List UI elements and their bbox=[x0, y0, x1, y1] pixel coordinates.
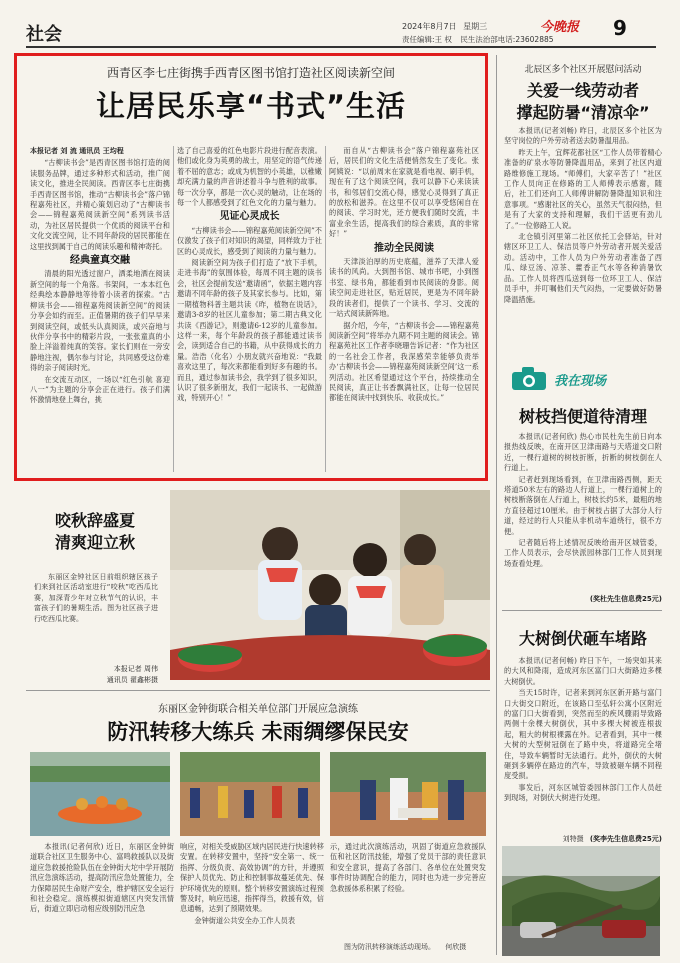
section-rule bbox=[26, 690, 490, 691]
lead-c2-p2: “古柳读书会——锦程嘉苑阅读新空间”不仅激发了孩子们对知识的渴望，同样致力于社区的心灵成长，感受到了阅读的力量与魅力。 bbox=[177, 225, 322, 256]
drill-c2: 响应，对相关受威胁区域内居民进行快速转移安置。在转移安置中，坚持“安全第一、统一指挥、分级负责、高效协调”的方针，并遵照保护人员优先、防止和控制事故蔓延优先、保护环境优先的原则。整个转移安置演练过程预警及时，响应迅速，指挥得当，救援有效，信息通畅，达到了预期效果。 bbox=[180, 842, 324, 914]
drill-column-2 bbox=[180, 842, 324, 954]
right1-title-2: 撑起防暑“清凉伞” bbox=[516, 103, 650, 122]
right3-body bbox=[504, 656, 662, 832]
right2-p3: 记者随后将上述情况反映给南开区城管委，工作人员表示，会尽快派园林部门工作人员到现场查看处理。 bbox=[504, 538, 662, 568]
lead-c3-p2: 天津淡泊厚的历史底蕴，滋养了天津人爱读书的风尚。大到图书馆、城市书吧，小到图书室、绿书角，都能看到市民阅读的身影。阅读空间走进社区，贴近居民，更是为不同年龄段的读者们，提供了一个读书、学习、交流的一站式阅读新阵地。 bbox=[329, 257, 479, 319]
drill-c3: 示，通过此次演练活动，巩固了街道应急救援队伍和社区防汛技能，增强了党员干部的责任意识和安全意识，提高了各部门、各单位在处置突发事件时协调配合的能力，同时也为进一步完善应急救援体系积累了经验。 bbox=[330, 842, 486, 893]
date-text: 2024年8月7日 bbox=[402, 22, 457, 31]
lead-subhead-3: 推动全民阅读 bbox=[374, 242, 434, 254]
drill-caption-line bbox=[330, 942, 486, 952]
drill-column-1 bbox=[30, 842, 174, 954]
section-rule bbox=[502, 610, 662, 611]
right3-p2: 当天15时许，记者来到河东区新开路与富门口大街交口附近，在该路口至弘轩公寓小区附近的富门口大街看到，突然而至的疾风骤雨导致路两侧十余棵大树倒伏，其中多棵大树被连根拔起，粗大的树根裸露在外。记者看到，其中一棵大树的大型树冠倒在了路中央，将道路完全堵住，导致车辆暂时无法通行。此外，倒伏的大树砸到多辆停在路边的汽车，导致被砸车辆不同程度受损。 bbox=[504, 688, 662, 781]
right1-p1: 本报讯(记者刘畅) 昨日，北辰区多个社区为坚守岗位的户外劳动者送去防暑温用品。 bbox=[504, 126, 662, 146]
drill-photo-3 bbox=[330, 752, 486, 836]
camera-icon bbox=[510, 364, 550, 392]
lead-c1-p3: 在交流互动区，一场以“红色引航 喜迎八一”为主题的分享会正在进行。孩子们满怀激情地登上舞台，挑 bbox=[30, 374, 170, 405]
page-number: 9 bbox=[613, 16, 627, 40]
lead-subhead-1: 经典童真交融 bbox=[70, 255, 130, 267]
right3-photo-credit: 刘特摄 bbox=[562, 835, 584, 843]
drill-kicker: 东丽区金钟街联合相关单位部门开展应急演练 bbox=[158, 704, 358, 715]
right2-p2: 记者赶到现场看到，在卫津南路西侧，距天塔道50米左右的路边人行道上，一棵行道树上的树枝断落倒在人行道上，树枝长约5米，最粗的地方直径超过10厘米。由于树枝占据了大部分人行道，经过的行人只能从非机动车道绕行，很不方便。 bbox=[504, 474, 662, 536]
right2-p1: 本报讯(记者何欣) 热心市民杜先生前日向本报热线反映，在南开区卫津南路与天塔道交口附近，一棵行道树的树枝折断，折断的树枝倒在人行道上。 bbox=[504, 432, 662, 473]
drill-photo-1 bbox=[30, 752, 170, 836]
drill-c2-end: 金钟街道公共安全办工作人员表 bbox=[194, 915, 296, 925]
lead-title: 让居民乐享“书式”生活 bbox=[95, 89, 407, 123]
right1-kicker: 北辰区多个社区开展慰问活动 bbox=[524, 65, 642, 75]
melon-title-2: 清爽迎立秋 bbox=[54, 533, 135, 552]
masthead-date bbox=[402, 21, 487, 32]
melon-credit-2: 通讯员 翟鑫彬摄 bbox=[106, 676, 158, 684]
right3-p1: 本报讯(记者何畅) 昨日下午，一场突如其来的大风和降雨，造成河东区富门口大街路边多棵大树倒伏。 bbox=[504, 656, 662, 686]
right3-credit: (奖李先生信息费25元) bbox=[589, 835, 662, 843]
lead-kicker: 西青区李七庄街携手西青区图书馆打造社区阅读新空间 bbox=[106, 66, 395, 80]
right2-credit: (奖杜先生信息费25元) bbox=[589, 595, 662, 603]
right1-title-1: 关爱一线劳动者 bbox=[526, 81, 639, 100]
watermelon-contest-photo bbox=[170, 490, 490, 680]
lead-column-2 bbox=[177, 146, 322, 474]
fallen-tree-photo bbox=[502, 846, 660, 956]
drill-c1: 本报讯(记者何欣) 近日，东丽区金钟街道联合社区卫生服务中心、富鸣救援队以及街道应急救援抢险队伍在金钟街大坨中学开展防汛应急演练活动，提高防汛应急处置能力，全力保障居民生命财产安全，维护辖区安全运行和社会稳定。演练模拟街道辖区内突发汛情后，街道立即启动相应级别防汛应急 bbox=[30, 842, 174, 914]
lead-c1-p1: “古柳读书会”是西青区图书馆打造的阅读服务品牌，通过多种形式和活动，推广阅读文化，推进全民阅读。西青区李七庄街携手西青区图书馆，推动“古柳读书会”落户锦程嘉苑社区，并精心策划启动了“古柳读书会——锦程嘉苑阅读新空间”系列读书活动，为社区居民提供一个优质的阅读平台和文化交流空间，让不同年龄段的居民都能在这里找到属于自己的阅读乐趣和精神寄托。 bbox=[30, 158, 170, 251]
hotline-text: 民生法治部电话:23602885 bbox=[460, 35, 554, 44]
lead-c2-p3: 阅读新空间为孩子们打造了“放下手机，走进书海”的氛围体验，每周不同主题的读书会，社区会提前发送“邀请函”，依据主题内容邀请不同年龄的孩子及其家长参与。比如，第一期植物科普主题共读《昨，植物在说话》，邀请3-8岁的社区儿童参加；第二期古典文化共读《西游记》，则邀请6-12岁的儿童参加。这样一来，每个年龄段的孩子都能通过读书会，读到适合自己的书籍，从中获得成长的力量。浩浩（化名）小朋友就兴奋地说：“我最喜欢这里了，每次来都能看到好多有趣的书。而且，通过参加读书会，我学到了很多知识，认识了很多新朋友，我们一起读书、一起做游戏，特别开心！” bbox=[177, 258, 322, 403]
lead-c2-p1: 选了自己喜爱的红色电影片段进行配音表演。他们或化身为英勇的战士，用坚定的语气传递着不屈的意志；或成为机智的小英雄，以稚嫩却充满力量的声音讲述着斗争与胜利的故事。每一次分享，都是一次心灵的触动，让在场的每一个人都感受到了红色文化的力量与魅力。 bbox=[177, 146, 322, 208]
editor-text: 责任编辑:王 权 bbox=[402, 35, 452, 44]
melon-caption: 东丽区金钟社区日前组织辖区孩子们来到社区活动室进行“咬秋”吃西瓜比赛，加深青少年对立秋节气的认识，丰富孩子们的暑期生活。图为社区孩子进行吃西瓜比赛。 bbox=[34, 573, 158, 623]
drill-column-3 bbox=[330, 842, 486, 938]
masthead-editors bbox=[402, 34, 554, 45]
column-rule bbox=[325, 146, 326, 472]
drill-caption: 图为防汛转移演练活动现场。 bbox=[344, 943, 435, 951]
column-rule bbox=[173, 146, 174, 472]
lead-c1-p2: 清晨的阳光透过窗户，洒柔地洒在阅读新空间的每一个角落。书架间，一本本红色经典绘本静静地等待着小读者的探索。“古柳读书会——锦程嘉苑阅读新空间”的阅读分享会如约而至。正值暑期的孩子们早早来到阅读空间，或低头认真阅读，或兴奋地与伙伴分享书中的精彩片段，一张张童真的小脸上洋溢着纯真的笑容。家长们则在一旁安静地注视，偶尔参与讨论，共同感受这份难得的亲子阅读时光。 bbox=[30, 269, 170, 373]
melon-title-1: 咬秋辞盛夏 bbox=[54, 511, 135, 530]
right2-body bbox=[504, 432, 662, 592]
lead-c3-p1: 而自从“古柳读书会”落户锦程嘉苑社区后，居民们的文化生活便悄然发生了变化。张阿姨说：“以前周末在家就是看电视、刷手机，现在有了这个阅读空间，我可以静下心来读读书，和邻居们交流心得，感觉心灵得到了真正的放松和滋养。在这里不仅可以享受悠闲自在的阅读、学习时光，还方便我们随时交流，丰富业余生活，提高我们的综合素质，真的非常好！” bbox=[329, 146, 479, 239]
drill-photographer: 何欣摄 bbox=[445, 943, 467, 951]
drill-title: 防汛转移大练兵 未雨绸缪保民安 bbox=[107, 720, 409, 744]
right3-credit-line bbox=[504, 834, 662, 844]
right3-p3: 事发后，河东区城管委园林部门工作人员赶到现场，对倒伏大树进行处理。 bbox=[504, 782, 662, 803]
weekday-text: 星期三 bbox=[463, 22, 488, 31]
lead-byline: 本报记者 刘 流 通讯员 王均程 bbox=[30, 147, 124, 155]
right2-title: 树枝挡便道待清理 bbox=[518, 407, 647, 426]
column-rule bbox=[496, 55, 497, 955]
lead-column-3 bbox=[329, 146, 479, 474]
lead-c3-p3: 据介绍，今年，“古柳读书会——锦程嘉苑阅读新空间”将举办九期不同主题的阅读会。锦程嘉苑社区工作者李晓珊告诉记者：“作为社区的一名社会工作者，我深感荣幸能够负责举办‘古柳读书会——锦程嘉苑阅读新空间’这一系列活动。社区希望通过这个平台，持续推动全民阅读，真正让书香飘满社区，让每一位居民都能在阅读中找到快乐、收获成长。” bbox=[329, 320, 479, 403]
right3-title: 大树倒伏砸车堵路 bbox=[518, 629, 647, 648]
right1-p3: 北仓镇引河里第二社区依托工会驿站，针对辖区环卫工人、保洁员等户外劳动者开展关爱活动。活动中，工作人员为户外劳动者准备了西瓜、绿豆汤、凉茶、藿香正气水等各种消暑饮品。工作人员将西瓜送到每一位环卫工人、保洁员手中，并叮嘱他们天气闷热，一定要做好防暑降温措施。 bbox=[504, 232, 662, 304]
lead-subhead-2: 见证心灵成长 bbox=[219, 211, 280, 223]
newspaper-logo: 今晚报 bbox=[540, 20, 580, 35]
lead-column-1 bbox=[30, 146, 170, 474]
masthead-rule bbox=[26, 46, 656, 48]
drill-photo-2 bbox=[180, 752, 320, 836]
right1-body bbox=[504, 126, 662, 354]
melon-credit-1: 本报记者 周伟 bbox=[113, 665, 158, 673]
on-site-tag bbox=[510, 364, 656, 394]
on-site-tag-text: 我在现场 bbox=[554, 374, 607, 389]
section-name: 社会 bbox=[26, 24, 62, 45]
right1-p2: 昨天上午，宜辉花都社区“工作人员带着精心准备的矿泉水等防暑降温用品，来到了社区内道路维修施工现场。“师傅们，大家辛苦了！”社区工作人员向正在修路的工人师傅表示感谢，随后，社工们还向工人师傅讲解防暑降温知识和注意事项。“感谢社区的关心，虽然天气很闷热，但是有了大家的支持和理解，我们干活更有劲儿了。”一位修路工人说。 bbox=[504, 147, 662, 230]
